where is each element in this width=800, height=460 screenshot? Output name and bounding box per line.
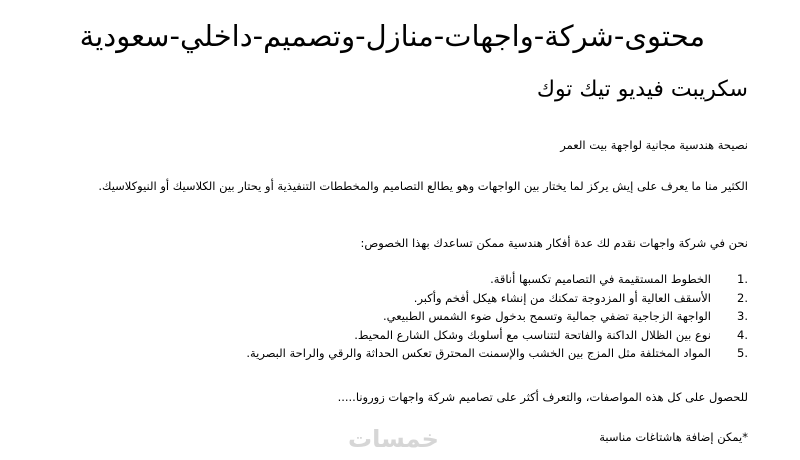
list-item-text: الأسقف العالية أو المزدوجة تمكنك من إنشاء هيكل أفخم وأكبر. <box>413 290 711 305</box>
list-item-number: 5. <box>737 346 748 360</box>
document-title: محتوى-شركة-واجهات-منازل-وتصميم-داخلي-سعودية <box>79 19 705 53</box>
hashtag-note: *يمكن إضافة هاشتاغات مناسبة <box>599 430 748 444</box>
intro-line: نصيحة هندسية مجانية لواجهة بيت العمر <box>560 138 748 152</box>
list-item-number: 3. <box>737 309 748 323</box>
list-item <box>246 344 748 363</box>
tips-list <box>246 270 748 363</box>
list-item <box>246 289 748 308</box>
list-item-text: الواجهة الزجاجية تضفي جمالية وتسمح بدخول ضوء الشمس الطبيعي. <box>382 309 711 323</box>
list-item-number: 1. <box>737 272 748 286</box>
list-item <box>246 307 748 326</box>
list-item <box>246 326 748 345</box>
list-item-text: الخطوط المستقيمة في التصاميم تكسبها أناقة. <box>490 272 711 286</box>
list-item-number: 2. <box>737 290 748 305</box>
paragraph-1: الكثير منا ما يعرف على إيش يركز لما يختار بين الواجهات وهو يطالع التصاميم والمخططات التنفيذية أو يحتار بين الكلاسيك أو النيوكلاسيك. <box>98 179 748 193</box>
list-item-text: المواد المختلفة مثل المزج بين الخشب والإسمنت المحترق تعكس الحداثة والرقي والراحة البصرية. <box>246 346 711 360</box>
list-item <box>246 270 748 289</box>
list-item-text: نوع بين الظلال الداكنة والفاتحة لتتناسب مع أسلوبك وشكل الشارع المحيط. <box>354 327 711 342</box>
list-item-number: 4. <box>737 327 748 342</box>
call-to-action: للحصول على كل هذه المواصفات، والتعرف أكثر على تصاميم شركة واجهات زورونا..... <box>337 390 748 404</box>
paragraph-2: نحن في شركة واجهات نقدم لك عدة أفكار هندسية ممكن تساعدك بهذا الخصوص: <box>360 236 748 250</box>
document-subtitle: سكريبت فيديو تيك توك <box>536 77 748 102</box>
watermark-logo: خمسات <box>348 425 439 453</box>
